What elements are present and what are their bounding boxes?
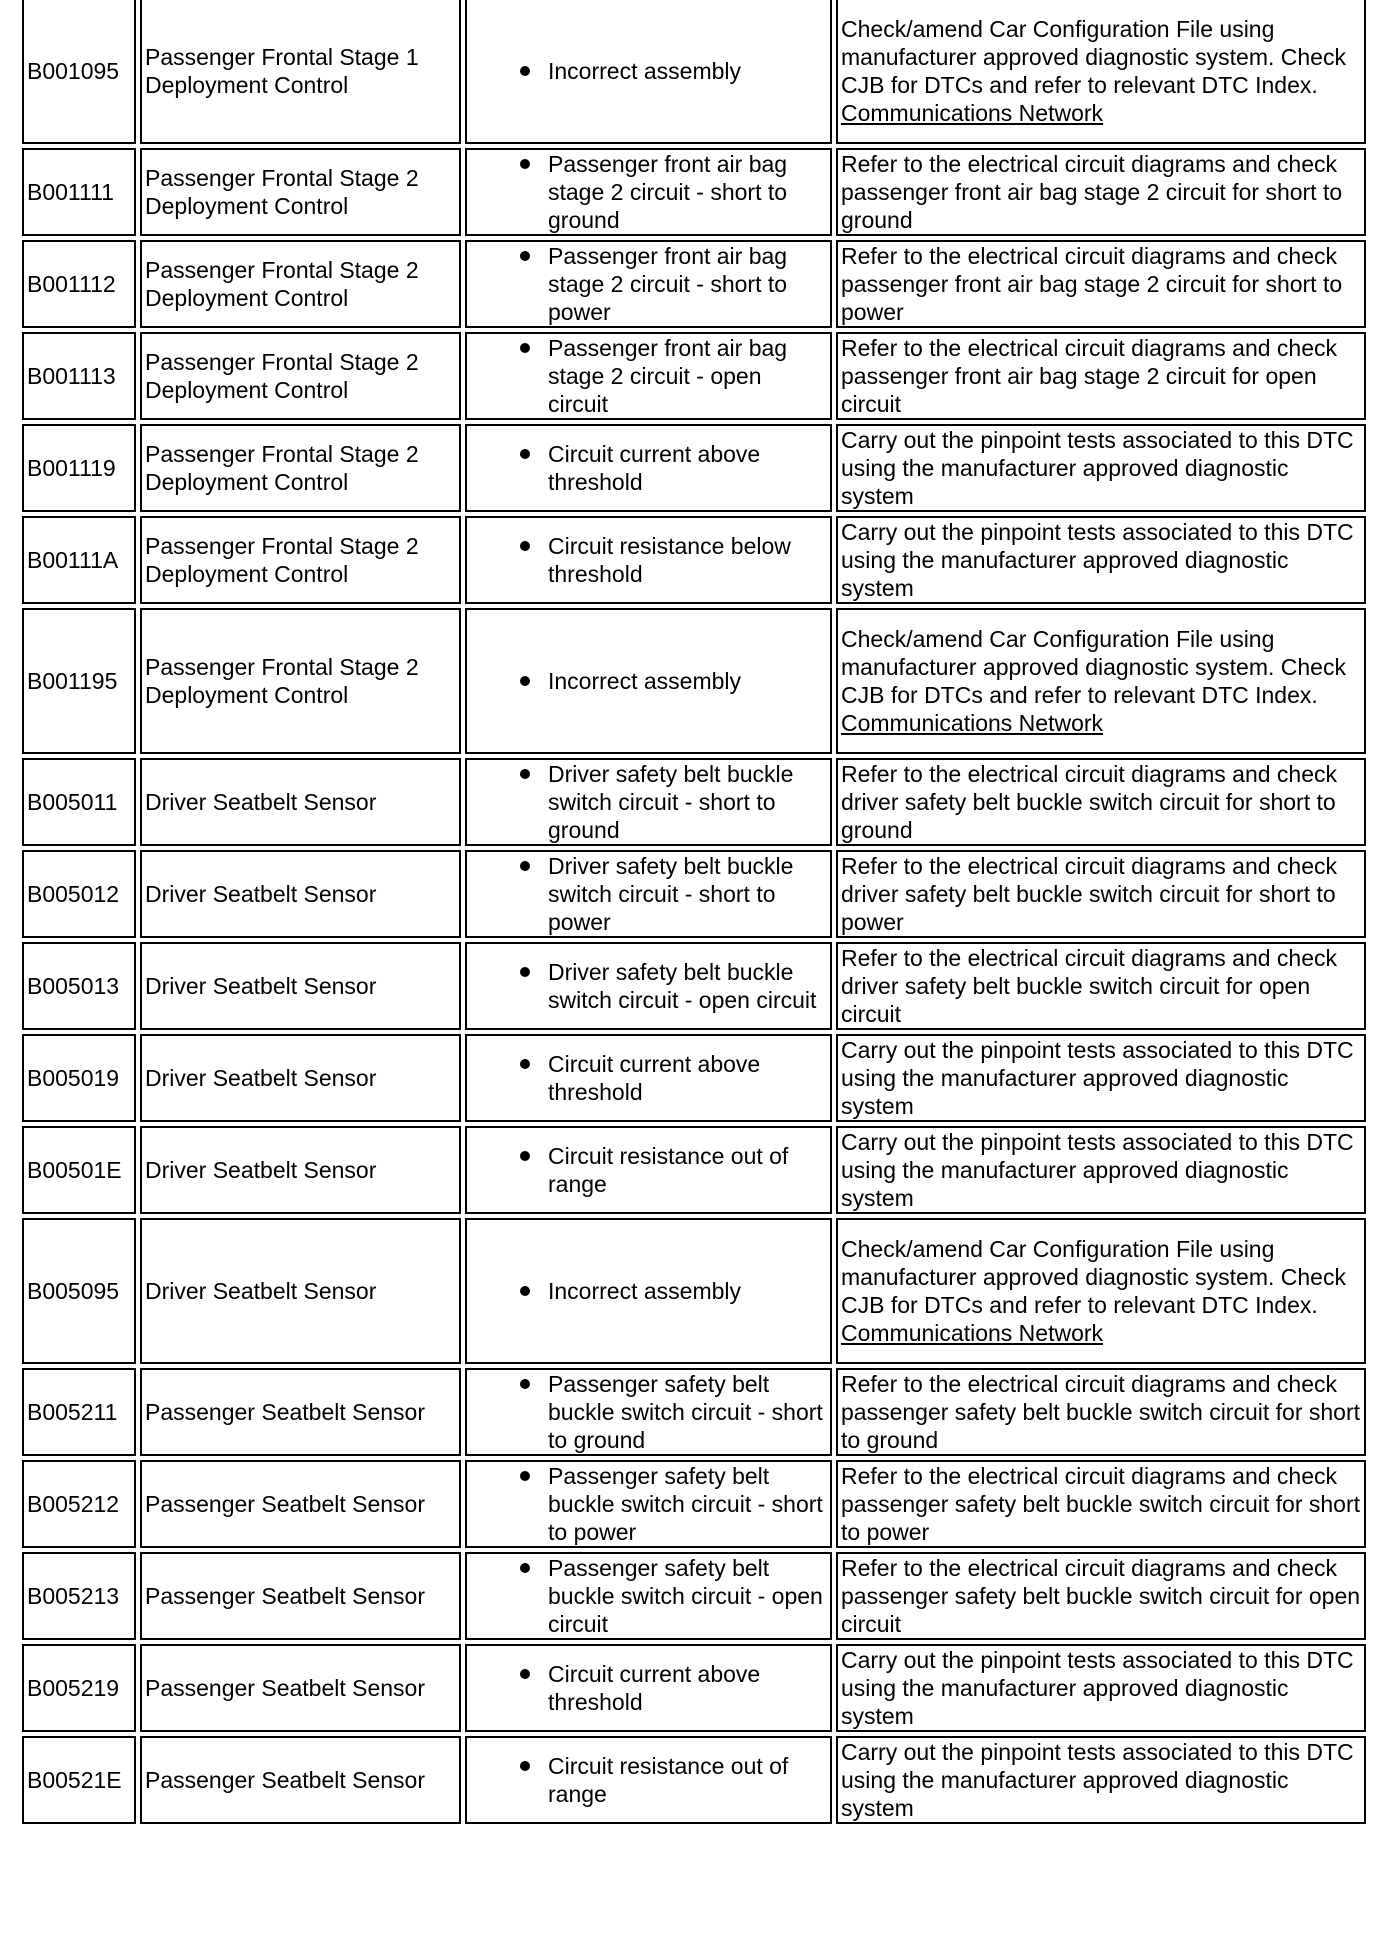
table-row: [22, 850, 1366, 938]
dtc-action-cell: [836, 148, 1366, 236]
dtc-condition-cell: [465, 1034, 832, 1122]
dtc-action-cell: [836, 942, 1366, 1030]
condition-list-item: [470, 150, 827, 234]
dtc-table: [18, 0, 1370, 1828]
dtc-action-cell: [836, 516, 1366, 604]
dtc-action-cell: [836, 424, 1366, 512]
dtc-code: B005212: [22, 1460, 136, 1548]
dtc-action-cell: [836, 608, 1366, 754]
dtc-action-cell: [836, 1644, 1366, 1732]
dtc-action: Refer to the electrical circuit diagrams and check passenger front air bag stage 2 circuit for short to power: [841, 243, 1343, 325]
table-row: [22, 1368, 1366, 1456]
dtc-action: Refer to the electrical circuit diagrams and check passenger safety belt buckle switch circuit for open circuit: [841, 1555, 1361, 1637]
dtc-description: Passenger Frontal Stage 2 Deployment Control: [140, 240, 461, 328]
dtc-code: B00111A: [22, 516, 136, 604]
dtc-action-cell: [836, 1736, 1366, 1824]
dtc-condition-cell: [465, 608, 832, 754]
dtc-code: B005213: [22, 1552, 136, 1640]
condition-list-item: [470, 1142, 827, 1198]
table-row: [22, 1460, 1366, 1548]
bullet-icon: [520, 1286, 530, 1296]
dtc-action-cell: [836, 240, 1366, 328]
dtc-action-cell: [836, 1126, 1366, 1214]
dtc-condition-cell: [465, 424, 832, 512]
bullet-icon: [520, 967, 530, 977]
bullet-icon: [520, 541, 530, 551]
bullet-icon: [520, 861, 530, 871]
condition-list-item: [470, 958, 827, 1014]
dtc-code: B005095: [22, 1218, 136, 1364]
dtc-action: Carry out the pinpoint tests associated to this DTC using the manufacturer approved diagnostic system: [841, 1647, 1354, 1729]
dtc-code: B001111: [22, 148, 136, 236]
table-row: [22, 608, 1366, 754]
condition-list-item: [470, 1370, 827, 1454]
dtc-action-cell: [836, 1218, 1366, 1364]
dtc-action: Refer to the electrical circuit diagrams and check passenger front air bag stage 2 circuit for short to ground: [841, 151, 1343, 233]
dtc-action: Carry out the pinpoint tests associated to this DTC using the manufacturer approved diagnostic system: [841, 1129, 1354, 1211]
dtc-condition: Circuit resistance below threshold: [548, 533, 791, 587]
dtc-description: Passenger Seatbelt Sensor: [140, 1368, 461, 1456]
condition-list-item: [470, 334, 827, 418]
dtc-action: Refer to the electrical circuit diagrams and check passenger safety belt buckle switch circuit for short to power: [841, 1463, 1361, 1545]
dtc-description: Driver Seatbelt Sensor: [140, 1218, 461, 1364]
dtc-description: Passenger Seatbelt Sensor: [140, 1552, 461, 1640]
table-row: [22, 1552, 1366, 1640]
bullet-icon: [520, 343, 530, 353]
dtc-action: Refer to the electrical circuit diagrams and check passenger front air bag stage 2 circuit for open circuit: [841, 335, 1337, 417]
condition-list-item: [470, 1462, 827, 1546]
table-row: [22, 758, 1366, 846]
dtc-condition: Driver safety belt buckle switch circuit - short to power: [548, 853, 794, 935]
dtc-condition-cell: [465, 942, 832, 1030]
dtc-condition: Driver safety belt buckle switch circuit - short to ground: [548, 761, 794, 843]
dtc-code: B00521E: [22, 1736, 136, 1824]
bullet-icon: [520, 1761, 530, 1771]
communications-network-link[interactable]: Communications Network: [841, 1320, 1104, 1346]
dtc-description: Driver Seatbelt Sensor: [140, 758, 461, 846]
dtc-code: B00501E: [22, 1126, 136, 1214]
dtc-condition-cell: [465, 850, 832, 938]
dtc-condition: Circuit resistance out of range: [548, 1753, 789, 1807]
table-row: [22, 1218, 1366, 1364]
condition-list-item: [470, 1660, 827, 1716]
dtc-code: B005211: [22, 1368, 136, 1456]
dtc-condition: Passenger front air bag stage 2 circuit - short to power: [548, 243, 788, 325]
dtc-condition: Passenger safety belt buckle switch circuit - open circuit: [548, 1555, 823, 1637]
dtc-action: Refer to the electrical circuit diagrams and check driver safety belt buckle switch circuit for short to power: [841, 853, 1337, 935]
condition-list-item: [470, 667, 827, 695]
dtc-code: B005011: [22, 758, 136, 846]
condition-list-item: [470, 760, 827, 844]
communications-network-link[interactable]: Communications Network: [841, 710, 1104, 736]
dtc-action: Refer to the electrical circuit diagrams and check driver safety belt buckle switch circuit for open circuit: [841, 945, 1337, 1027]
condition-list-item: [470, 532, 827, 588]
dtc-description: Passenger Seatbelt Sensor: [140, 1460, 461, 1548]
bullet-icon: [520, 1471, 530, 1481]
bullet-icon: [520, 449, 530, 459]
dtc-condition-cell: [465, 240, 832, 328]
dtc-condition: Circuit current above threshold: [548, 1661, 761, 1715]
dtc-action: Check/amend Car Configuration File using manufacturer approved diagnostic system. Check CJB for DTCs and refer to relevant DTC Index.: [841, 16, 1346, 98]
dtc-action-cell: [836, 850, 1366, 938]
dtc-description: Passenger Frontal Stage 2 Deployment Control: [140, 332, 461, 420]
bullet-icon: [520, 1151, 530, 1161]
bullet-icon: [520, 1669, 530, 1679]
dtc-condition: Incorrect assembly: [548, 58, 742, 84]
dtc-condition-cell: [465, 1218, 832, 1364]
bullet-icon: [520, 769, 530, 779]
table-row: [22, 148, 1366, 236]
bullet-icon: [520, 676, 530, 686]
dtc-condition-cell: [465, 1552, 832, 1640]
dtc-description: Driver Seatbelt Sensor: [140, 1034, 461, 1122]
dtc-code: B005019: [22, 1034, 136, 1122]
dtc-description: Driver Seatbelt Sensor: [140, 1126, 461, 1214]
dtc-condition-cell: [465, 0, 832, 144]
dtc-action-cell: [836, 1034, 1366, 1122]
dtc-action-cell: [836, 1368, 1366, 1456]
dtc-code: B001113: [22, 332, 136, 420]
table-row: [22, 1034, 1366, 1122]
dtc-description: Passenger Frontal Stage 2 Deployment Control: [140, 516, 461, 604]
dtc-condition: Incorrect assembly: [548, 668, 742, 694]
condition-list-item: [470, 57, 827, 85]
dtc-action-cell: [836, 0, 1366, 144]
dtc-description: Driver Seatbelt Sensor: [140, 942, 461, 1030]
dtc-description: Passenger Frontal Stage 2 Deployment Control: [140, 608, 461, 754]
dtc-condition: Driver safety belt buckle switch circuit - open circuit: [548, 959, 817, 1013]
table-row: [22, 942, 1366, 1030]
dtc-condition: Circuit resistance out of range: [548, 1143, 789, 1197]
dtc-condition: Passenger front air bag stage 2 circuit - short to ground: [548, 151, 788, 233]
table-row: [22, 1644, 1366, 1732]
table-row: [22, 424, 1366, 512]
condition-list-item: [470, 440, 827, 496]
dtc-condition-cell: [465, 1644, 832, 1732]
dtc-code: B001095: [22, 0, 136, 144]
dtc-action: Check/amend Car Configuration File using manufacturer approved diagnostic system. Check CJB for DTCs and refer to relevant DTC Index.: [841, 1236, 1346, 1318]
dtc-condition-cell: [465, 516, 832, 604]
dtc-code: B001112: [22, 240, 136, 328]
condition-list-item: [470, 1050, 827, 1106]
table-row: [22, 332, 1366, 420]
bullet-icon: [520, 1059, 530, 1069]
dtc-action-cell: [836, 332, 1366, 420]
dtc-code: B005012: [22, 850, 136, 938]
dtc-code: B001119: [22, 424, 136, 512]
dtc-action: Carry out the pinpoint tests associated to this DTC using the manufacturer approved diagnostic system: [841, 427, 1354, 509]
condition-list-item: [470, 852, 827, 936]
condition-list-item: [470, 1277, 827, 1305]
dtc-description: Passenger Frontal Stage 2 Deployment Control: [140, 424, 461, 512]
dtc-condition: Circuit current above threshold: [548, 1051, 761, 1105]
condition-list-item: [470, 242, 827, 326]
dtc-description: Driver Seatbelt Sensor: [140, 850, 461, 938]
dtc-action: Check/amend Car Configuration File using manufacturer approved diagnostic system. Check CJB for DTCs and refer to relevant DTC Index.: [841, 626, 1346, 708]
dtc-description: Passenger Seatbelt Sensor: [140, 1736, 461, 1824]
bullet-icon: [520, 66, 530, 76]
dtc-condition-cell: [465, 1460, 832, 1548]
dtc-action: Carry out the pinpoint tests associated to this DTC using the manufacturer approved diagnostic system: [841, 519, 1354, 601]
communications-network-link[interactable]: Communications Network: [841, 100, 1104, 126]
dtc-code: B001195: [22, 608, 136, 754]
dtc-action: Refer to the electrical circuit diagrams and check passenger safety belt buckle switch circuit for short to ground: [841, 1371, 1361, 1453]
dtc-condition: Passenger safety belt buckle switch circuit - short to ground: [548, 1371, 823, 1453]
dtc-condition: Circuit current above threshold: [548, 441, 761, 495]
bullet-icon: [520, 1563, 530, 1573]
table-row: [22, 516, 1366, 604]
table-row: [22, 1736, 1366, 1824]
bullet-icon: [520, 1379, 530, 1389]
table-row: [22, 1126, 1366, 1214]
condition-list-item: [470, 1752, 827, 1808]
dtc-condition: Passenger safety belt buckle switch circuit - short to power: [548, 1463, 823, 1545]
dtc-action-cell: [836, 1552, 1366, 1640]
table-row: [22, 240, 1366, 328]
dtc-condition-cell: [465, 758, 832, 846]
dtc-condition-cell: [465, 332, 832, 420]
dtc-condition-cell: [465, 1736, 832, 1824]
dtc-action: Carry out the pinpoint tests associated to this DTC using the manufacturer approved diagnostic system: [841, 1037, 1354, 1119]
dtc-action: Carry out the pinpoint tests associated to this DTC using the manufacturer approved diagnostic system: [841, 1739, 1354, 1821]
table-row: [22, 0, 1366, 144]
dtc-condition: Passenger front air bag stage 2 circuit - open circuit: [548, 335, 788, 417]
dtc-action-cell: [836, 1460, 1366, 1548]
dtc-condition-cell: [465, 148, 832, 236]
dtc-action: Refer to the electrical circuit diagrams and check driver safety belt buckle switch circuit for short to ground: [841, 761, 1337, 843]
dtc-condition-cell: [465, 1126, 832, 1214]
dtc-table-page: [18, 0, 1366, 1828]
dtc-table-body: [22, 0, 1366, 1824]
condition-list-item: [470, 1554, 827, 1638]
dtc-condition-cell: [465, 1368, 832, 1456]
dtc-description: Passenger Seatbelt Sensor: [140, 1644, 461, 1732]
bullet-icon: [520, 159, 530, 169]
dtc-condition: Incorrect assembly: [548, 1278, 742, 1304]
bullet-icon: [520, 251, 530, 261]
dtc-code: B005219: [22, 1644, 136, 1732]
dtc-description: Passenger Frontal Stage 1 Deployment Control: [140, 0, 461, 144]
dtc-description: Passenger Frontal Stage 2 Deployment Control: [140, 148, 461, 236]
dtc-action-cell: [836, 758, 1366, 846]
dtc-code: B005013: [22, 942, 136, 1030]
